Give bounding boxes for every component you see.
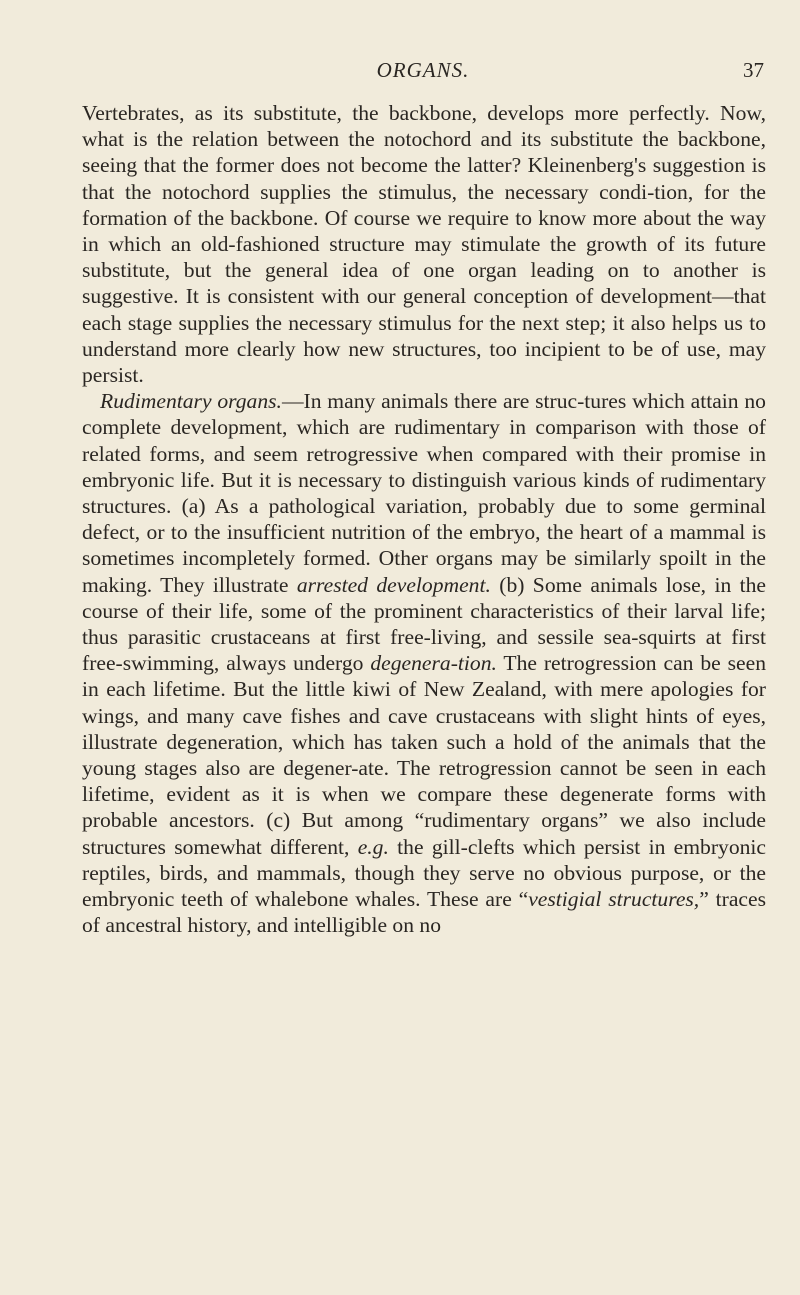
text-segment: Some animals lose, in the course of their life, some of the prominent characteristics of their larval life; thus parasitic crustaceans at first free-living, and sessile sea-squirts at first free-swimming, always undergo: [82, 572, 766, 676]
text-segment: —In many animals there are struc-tures which attain no complete development, which are rudimentary in comparison with those of related forms, and seem retrogressive when compared with their promise in embryonic life. But it is necessary to distinguish various kinds of rudimentary structures.: [82, 389, 766, 519]
text-segment: But among “rudimentary organs” we also include structures somewhat different,: [82, 808, 766, 859]
text-segment: the gill-clefts which persist in embryonic reptiles, birds, and mammals, though they serve no obvious purpose, or the embryonic teeth of whalebone whales. These are “: [82, 834, 767, 912]
text-segment: The retrogression can be seen in each lifetime. But the little kiwi of New Zealand, with mere apologies for wings, and many cave fishes and cave crustaceans with slight hints of eyes, illustrate degeneration, which has taken such a hold of the animals that the young stages also are degener-ate. The retrogression cannot be seen in each lifetime, evident as it is when we compare these degenerate forms with probable ancestors.: [82, 651, 767, 833]
section-heading: Rudimentary organs.: [100, 389, 282, 414]
text-segment: ” traces of ancestral history, and intelligible on no: [82, 887, 766, 938]
italic-term: arrested development.: [296, 572, 491, 597]
body-text: [82, 100, 766, 939]
page-header: [82, 58, 764, 86]
italic-term: degenera-tion.: [370, 651, 497, 676]
paragraph-continuation: Vertebrates, as its substitute, the backbone, develops more perfectly. Now, what is the relation between the notochord and its substitute the backbone, seeing that the former does not become the latter? Kleinenberg's suggestion is that the notochord supplies the stimulus, the necessary condi-tion, for the formation of the backbone. Of course we require to know more about the way in which an old-fashioned structure may stimulate the growth of its future substitute, but the general idea of one organ leading on to another is suggestive. It is consistent with our general conception of development—that each stage supplies the necessary stimulus for the next step; it also helps us to understand more clearly how new structures, too incipient to be of use, may persist.: [82, 101, 766, 388]
text-segment: As a pathological variation, probably due to some germinal defect, or to the insufficient nutrition of the embryo, the heart of a mammal is sometimes incompletely formed. Other organs may be similarly spoilt in the making. They illustrate: [82, 494, 766, 597]
running-title: ORGANS.: [376, 58, 470, 82]
list-label: (b): [499, 572, 525, 597]
list-label: (c): [266, 808, 291, 833]
italic-term: vestigial structures,: [528, 887, 700, 912]
paragraph-rudimentary-organs: [82, 388, 766, 938]
page-number: 37: [743, 58, 764, 82]
italic-abbreviation: e.g.: [357, 834, 389, 859]
list-label: (a): [181, 494, 206, 519]
